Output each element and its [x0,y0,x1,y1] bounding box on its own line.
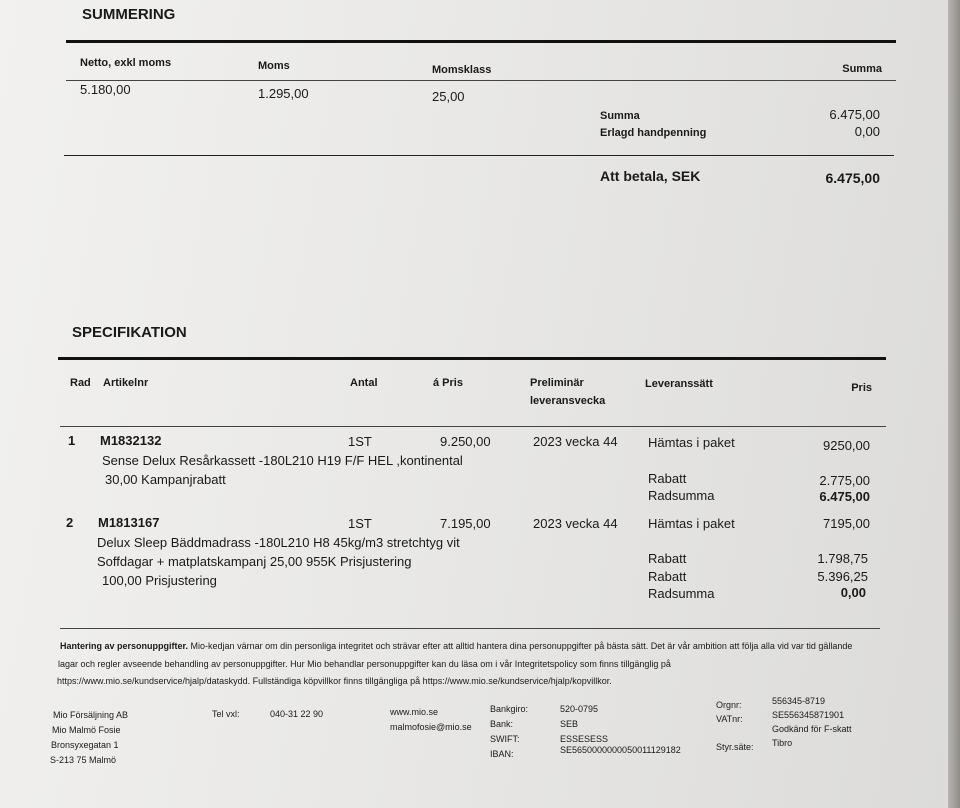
footer-vatnr-label: VATnr: [716,714,743,724]
spec-header-rule [60,426,886,427]
summary-total-rule [64,155,894,156]
privacy-line-1 [60,641,852,651]
summary-netto-value: 5.180,00 [80,82,131,97]
privacy-heading: Hantering av personuppgifter. [60,641,189,651]
row1-artnr: M1832132 [100,433,162,448]
row1-description: Sense Delux Resårkassett -180L210 H19 F/F HEL ,kontinental [102,453,463,468]
row2-radsumma-value: 0,00 [840,585,866,600]
summary-header-summa: Summa [842,63,882,75]
paper-edge-shadow [948,0,960,808]
row1-rabatt-label: Rabatt [648,471,687,486]
row1-rad: 1 [68,433,76,448]
spec-top-rule [58,357,886,360]
footer-orgnr: 556345-8719 [772,696,826,706]
privacy-rule [60,628,880,629]
summary-header-momsklass: Momsklass [432,64,492,76]
footer-vatnr: SE556345871901 [772,710,845,720]
footer-store-name: Mio Malmö Fosie [52,725,121,735]
row2-apris: 7.195,00 [440,516,491,531]
footer-swift-label: SWIFT: [490,734,520,744]
privacy-line-3: https://www.mio.se/kundservice/hjalp/dataskydd. Fullständiga köpvillkor finns tillgängliga på https://www.mio.se/kundservice/hjalp/kopvillkor. [57,676,612,686]
footer-tel-label: Tel vxl: [212,709,240,719]
summary-summa-value: 6.475,00 [829,107,880,122]
spec-header-artikelnr: Artikelnr [103,377,149,389]
row2-rabatt1-value: 1.798,75 [817,551,868,566]
footer-styrsate: Tibro [772,738,793,748]
row2-antal: 1ST [348,516,372,531]
privacy-line-2: lagar och regler avseende behandling av personuppgifter. Hur Mio behandlar personuppgifter kan du läsa om i vår Integritetspolicy som finns tillgänglig på [58,659,671,669]
row2-vecka: 2023 vecka 44 [533,516,618,531]
footer-bankgiro: 520-0795 [560,704,599,714]
summary-header-netto: Netto, exkl moms [80,57,172,69]
spec-header-pris: Pris [851,382,872,394]
footer-iban: SE5650000000050011129182 [560,745,681,755]
att-betala-value: 6.475,00 [825,170,880,186]
summary-handpenning-label: Erlagd handpenning [600,127,707,139]
row1-leverans: Hämtas i paket [648,435,735,450]
spec-header-prelim-2: leveransvecka [530,395,606,407]
footer-bank: SEB [560,719,579,729]
summary-handpenning-value: 0,00 [854,124,880,139]
summary-moms-value: 1.295,00 [258,86,309,101]
row2-artnr: M1813167 [98,515,160,530]
spec-header-antal: Antal [350,377,378,389]
footer-email: malmofosie@mio.se [390,722,472,732]
row2-rabatt2-label: Rabatt [648,569,687,584]
footer-street: Bronsyxegatan 1 [51,740,119,750]
row1-rabatt-value: 2.775,00 [819,473,870,488]
row2-leverans: Hämtas i paket [648,516,735,531]
footer-company-name: Mio Försäljning AB [53,710,129,720]
footer-bank-label: Bank: [490,719,514,729]
att-betala-label: Att betala, SEK [600,168,701,184]
row2-pris: 7195,00 [823,516,870,531]
row2-rabatt2-value: 5.396,25 [817,569,868,584]
row1-discount-line: 30,00 Kampanjrabatt [105,472,226,487]
spec-header-apris: á Pris [433,377,463,389]
footer-tel: 040-31 22 90 [270,709,324,719]
row2-radsumma-label: Radsumma [648,586,715,601]
row1-antal: 1ST [348,434,372,449]
row2-rad: 2 [66,515,74,530]
row2-line2: Soffdagar + matplatskampanj 25,00 955K Prisjustering [97,554,412,569]
summary-header-rule [66,80,896,81]
footer-bankgiro-label: Bankgiro: [490,704,529,714]
footer-swift: ESSESESS [560,734,609,744]
summary-top-rule [66,40,896,43]
row2-line3: 100,00 Prisjustering [102,573,217,588]
footer-fskatt: Godkänd för F-skatt [772,724,852,734]
row1-pris: 9250,00 [823,438,870,453]
footer-orgnr-label: Orgnr: [716,700,742,710]
summary-title: SUMMERING [82,6,176,23]
footer-styrsate-label: Styr.säte: [716,742,754,752]
row1-radsumma-label: Radsumma [648,488,715,503]
row2-rabatt1-label: Rabatt [648,551,687,566]
footer-web: www.mio.se [390,707,439,717]
summary-header-moms: Moms [258,60,290,72]
spec-title: SPECIFIKATION [72,324,187,341]
summary-summa-label: Summa [600,110,640,122]
spec-header-rad: Rad [70,377,91,389]
row1-radsumma-value: 6.475,00 [819,489,870,504]
row1-apris: 9.250,00 [440,434,491,449]
footer-city: S-213 75 Malmö [50,755,117,765]
summary-momsklass-value: 25,00 [432,89,465,104]
row2-description: Delux Sleep Bäddmadrass -180L210 H8 45kg/m3 stretchtyg vit [97,535,460,550]
privacy-text-1: Mio-kedjan värnar om din personliga integritet och strävar efter att alltid hantera dina personuppgifter på bästa sätt. Det är vår ambition att följa alla vid var tid gällande [190,641,853,651]
spec-header-prelim: Preliminär [530,377,584,389]
row1-vecka: 2023 vecka 44 [533,434,618,449]
footer-iban-label: IBAN: [490,749,514,759]
spec-header-leverans: Leveranssätt [645,378,713,390]
